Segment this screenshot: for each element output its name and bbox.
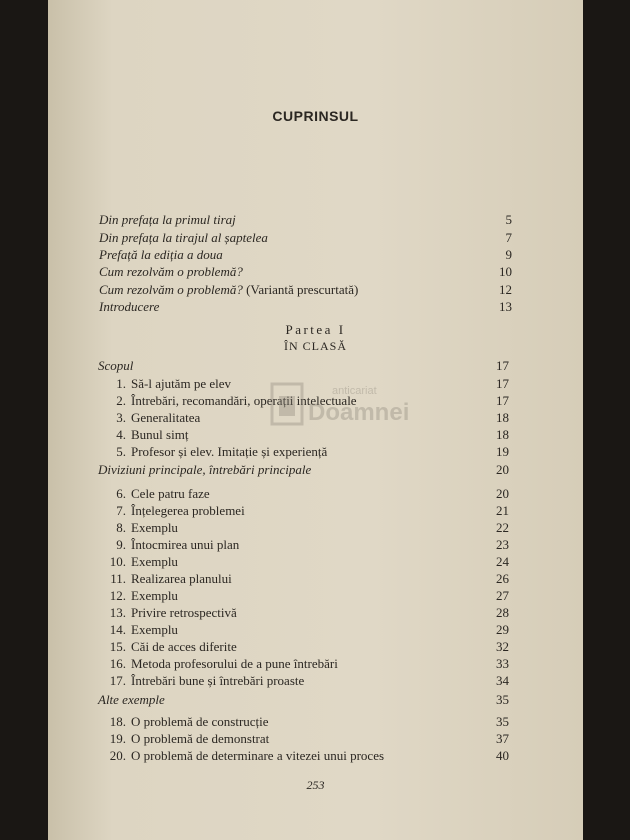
chapter-label: Exemplu: [131, 554, 178, 569]
chapter-label: Să-l ajutăm pe elev: [131, 376, 231, 391]
toc-entry: [48, 246, 583, 264]
chapter-label: Întrebări, recomandări, operații intelectuale: [131, 393, 357, 408]
toc-chapter: [48, 443, 583, 461]
page-ref: 9: [505, 247, 512, 262]
page-ref: 27: [496, 588, 509, 603]
page-ref: 13: [499, 299, 512, 314]
toc-entry: [48, 229, 583, 247]
toc-chapter: [48, 747, 583, 765]
entry-label: Introducere: [99, 299, 160, 314]
chapter-label: O problemă de construcție: [131, 714, 269, 729]
chapter-label: Bunul simț: [131, 427, 189, 442]
chapter-label: Exemplu: [131, 588, 178, 603]
watermark-large-text: Doamnei: [308, 399, 410, 426]
toc-chapter: [48, 638, 583, 656]
chapter-label: Cele patru faze: [131, 486, 210, 501]
chapter-number: 7.: [116, 503, 126, 518]
page-ref: 33: [496, 656, 509, 671]
toc-chapter: [48, 604, 583, 622]
chapter-label: Exemplu: [131, 520, 178, 535]
page-ref: 22: [496, 520, 509, 535]
chapter-number: 10.: [109, 554, 126, 569]
page-ref: 28: [496, 605, 509, 620]
toc-chapter: [48, 621, 583, 639]
chapter-number: 18.: [109, 714, 126, 729]
part-subtitle: ÎN CLASĂ: [283, 339, 347, 353]
chapter-number: 15.: [109, 639, 126, 654]
part-title: Partea I: [285, 322, 346, 337]
toc-chapter: [48, 730, 583, 748]
chapter-number: 11.: [110, 571, 126, 586]
toc-section: [48, 357, 583, 375]
page-number: 253: [306, 778, 325, 792]
page-ref: 18: [496, 427, 509, 442]
chapter-label: Căi de acces diferite: [131, 639, 237, 654]
page-ref: 5: [505, 212, 512, 227]
chapter-label: Înțelegerea problemei: [131, 503, 245, 518]
page-ref: 17: [496, 376, 509, 391]
page-ref: 12: [499, 282, 512, 297]
chapter-number: 17.: [109, 673, 126, 688]
chapter-number: 5.: [116, 444, 126, 459]
chapter-number: 8.: [116, 520, 126, 535]
chapter-label: Privire retrospectivă: [131, 605, 237, 620]
page-ref: 40: [496, 748, 509, 763]
chapter-label: Exemplu: [131, 622, 178, 637]
page-ref: 35: [496, 692, 509, 707]
chapter-label: Metoda profesorului de a pune întrebări: [131, 656, 338, 671]
watermark-small-text: anticariat: [332, 385, 377, 397]
toc-chapter: [48, 536, 583, 554]
page-ref: 37: [496, 731, 509, 746]
toc-section: [48, 461, 583, 479]
page-ref: 29: [496, 622, 509, 637]
entry-suffix: (Variantă prescurtată): [242, 282, 359, 297]
entry-label: Cum rezolvăm o problemă?: [99, 282, 243, 297]
chapter-label: O problemă de demonstrat: [131, 731, 270, 746]
chapter-label: Întocmirea unui plan: [131, 537, 240, 552]
chapter-number: 9.: [116, 537, 126, 552]
chapter-label: Realizarea planului: [131, 571, 232, 586]
chapter-label: Întrebări bune și întrebări proaste: [131, 673, 305, 688]
entry-label: Cum rezolvăm o problemă?: [99, 264, 243, 279]
toc-entry: [48, 281, 583, 299]
page-ref: 19: [496, 444, 509, 459]
entry-label: Din prefața la tirajul al șaptelea: [99, 230, 268, 245]
page-ref: 34: [496, 673, 509, 688]
page-ref: 10: [499, 264, 512, 279]
toc-entry: [48, 263, 583, 281]
chapter-label: O problemă de determinare a vitezei unui proces: [131, 748, 385, 763]
page-ref: 18: [496, 410, 509, 425]
page-ref: 23: [496, 537, 509, 552]
chapter-number: 4.: [116, 427, 126, 442]
toc-chapter: [48, 587, 583, 605]
watermark-book-icon: [279, 396, 295, 416]
entry-label: Prefață la ediția a doua: [99, 247, 223, 262]
page-ref: 35: [496, 714, 509, 729]
chapter-number: 2.: [116, 393, 126, 408]
toc-chapter: [48, 655, 583, 673]
toc-chapter: [48, 485, 583, 503]
section-label: Diviziuni principale, întrebări principale: [98, 462, 312, 477]
chapter-number: 3.: [116, 410, 126, 425]
section-label: Scopul: [98, 358, 134, 373]
toc-chapter: [48, 553, 583, 571]
page-ref: 17: [496, 358, 509, 373]
chapter-number: 1.: [116, 376, 126, 391]
page-title: CUPRINSUL: [272, 108, 359, 124]
chapter-number: 19.: [109, 731, 126, 746]
chapter-number: 13.: [109, 605, 126, 620]
toc-chapter: [48, 713, 583, 731]
chapter-number: 6.: [116, 486, 126, 501]
toc-chapter: [48, 502, 583, 520]
chapter-label: Profesor și elev. Imitație și experiență: [131, 444, 328, 459]
page-ref: 20: [496, 462, 509, 477]
page-ref: 17: [496, 393, 509, 408]
chapter-label: Generalitatea: [131, 410, 201, 425]
chapter-number: 16.: [109, 656, 126, 671]
toc-chapter: [48, 570, 583, 588]
page-ref: 7: [505, 230, 512, 245]
section-label: Alte exemple: [98, 692, 165, 707]
page-ref: 24: [496, 554, 509, 569]
toc-chapter: [48, 672, 583, 690]
book-page: [48, 0, 583, 840]
watermark-logo: [270, 378, 430, 430]
chapter-number: 20.: [109, 748, 126, 763]
toc-entry: [48, 211, 583, 229]
toc-chapter: [48, 519, 583, 537]
page-ref: 20: [496, 486, 509, 501]
chapter-number: 14.: [109, 622, 126, 637]
toc-entry: [48, 298, 583, 316]
page-ref: 26: [496, 571, 509, 586]
entry-label: Din prefața la primul tiraj: [99, 212, 236, 227]
toc-section: [48, 691, 583, 709]
page-ref: 21: [496, 503, 509, 518]
page-ref: 32: [496, 639, 509, 654]
chapter-number: 12.: [109, 588, 126, 603]
